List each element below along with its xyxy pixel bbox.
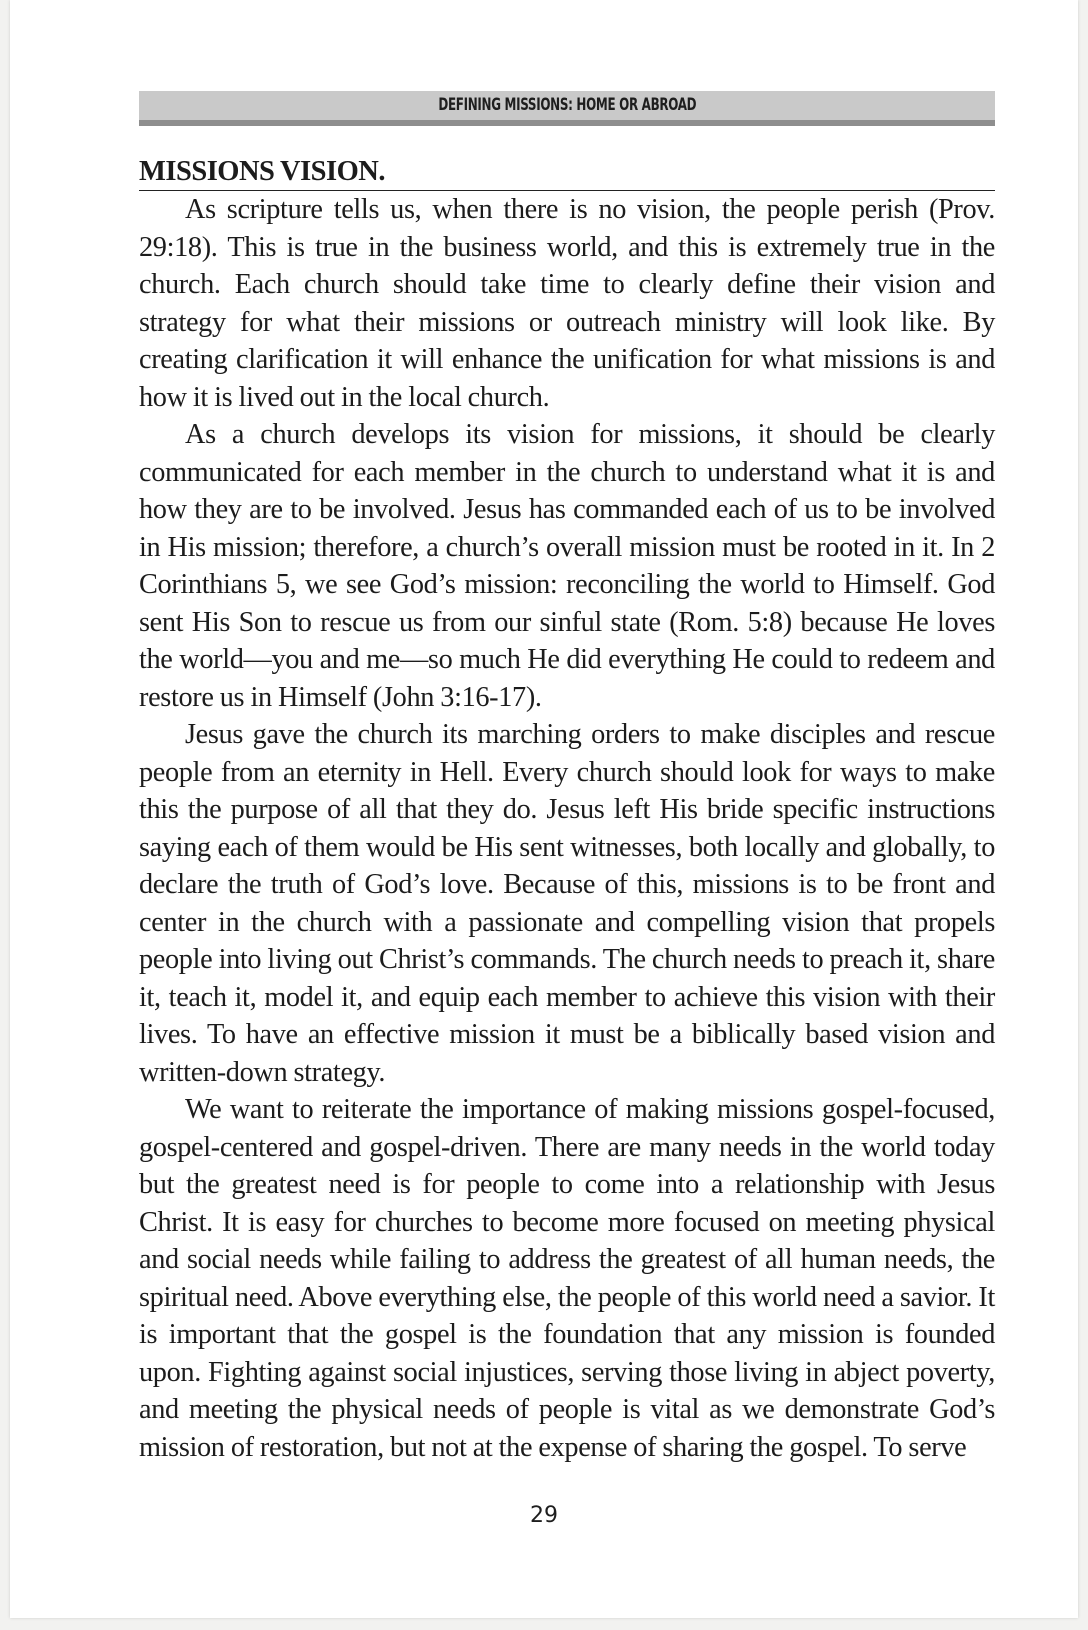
paragraph-2: As a church develops its vision for missions, it should be clearly communicated for each member in the church to understand what it is and how they are to be involved. Jesus has commanded each of us to be involved in His mission; therefore, a church’s overall mission must be rooted in it. In 2 Corinthians 5, we see God’s mission: reconciling the world to Himself. God sent His Son to rescue us from our sinful state (Rom. 5:8) because He loves the world—you and me—so much He did everything He could to redeem and restore us in Himself (John 3:16-17). <box>139 419 995 713</box>
paragraph-3: Jesus gave the church its marching orders to make disciples and rescue people from an eternity in Hell. Every church should look for ways to make this the purpose of all that they do. Jesus left His bride specific instructions saying each of them would be His sent witnesses, both locally and globally, to declare the truth of God’s love. Because of this, missions is to be front and center in the church with a passionate and compelling vision that propels people into living out Christ’s commands. The church needs to preach it, share it, teach it, model it, and equip each member to achieve this vision with their lives. To have an effective mission it must be a biblically based vision and written-down strategy. <box>139 719 995 1088</box>
page-number: 29 <box>530 1503 558 1528</box>
section-heading: MISSIONS VISION. <box>139 154 995 191</box>
book-page <box>10 0 1078 1618</box>
paragraph-1: As scripture tells us, when there is no vision, the people perish (Prov. 29:18). This is true in the business world, and this is extremely true in the church. Each church should take time to clearly define their vision and strategy for what their missions or outreach ministry will look like. By creating clarification it will enhance the unification for what missions is and how it is lived out in the local church. <box>139 194 995 413</box>
page-body <box>139 154 995 1466</box>
paragraph-4: We want to reiterate the importance of making missions gospel-focused, gospel-centered and gospel-driven. There are many needs in the world today but the greatest need is for people to come into a relationship with Jesus Christ. It is easy for churches to become more focused on meeting physical and social needs while failing to address the greatest of all human needs, the spiritual need. Above everything else, the people of this world need a savior. It is important that the gospel is the foundation that any mission is founded upon. Fighting against social injustices, serving those living in abject poverty, and meeting the physical needs of people is vital as we demonstrate God’s mission of restoration, but not at the expense of sharing the gospel. To serve <box>139 1094 995 1463</box>
running-header <box>139 91 995 126</box>
running-header-title: DEFINING MISSIONS: HOME OR ABROAD <box>438 95 696 115</box>
